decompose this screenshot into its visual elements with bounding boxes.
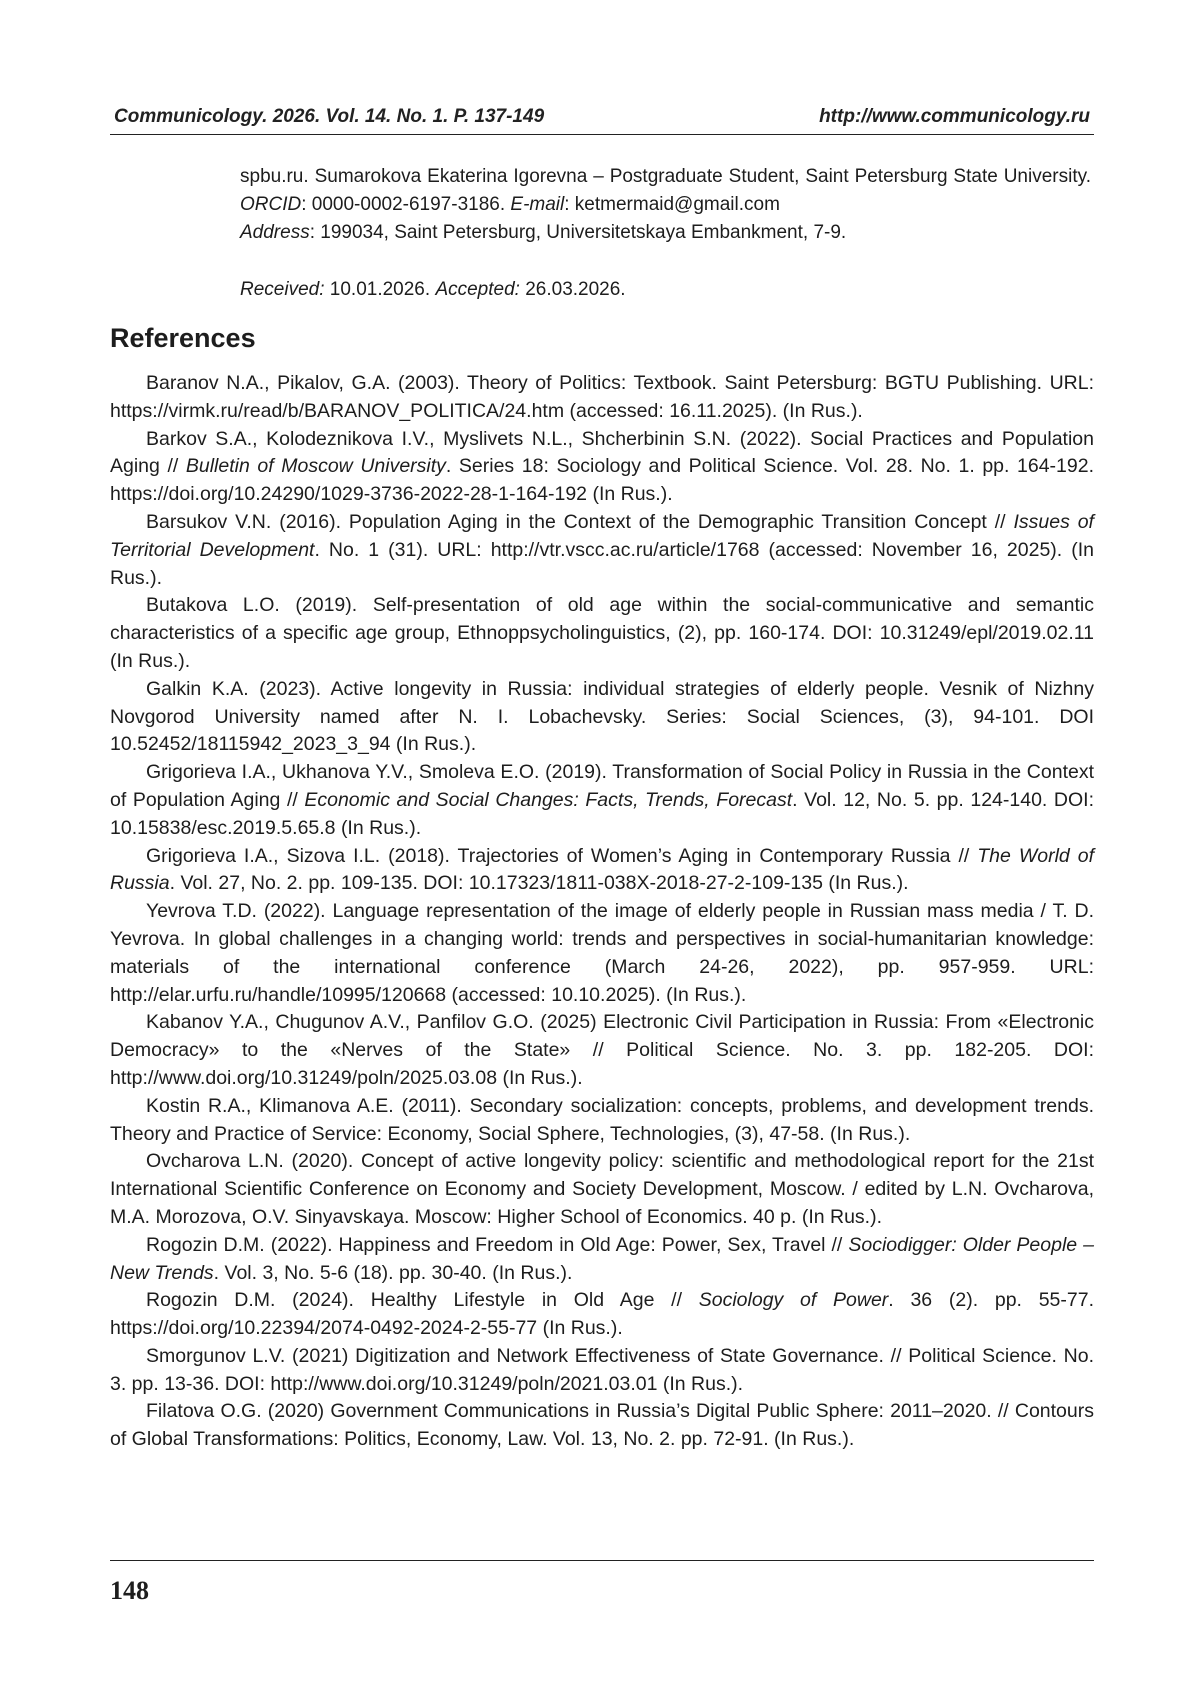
reference-item: Smorgunov L.V. (2021) Digitization and Network Effectiveness of State Governance. // Political Science. No. 3. pp. 13-36. DOI: http://www.doi.org/10.31249/poln/2021.03.01 (In Rus.). — [110, 1344, 1094, 1395]
email-value: : ketmermaid@gmail.com — [564, 194, 780, 215]
reference-item: Rogozin D.M. (2022). Happiness and Freedom in Old Age: Power, Sex, Travel // Sociodigger: Older People – New Trends. Vol. 3, No. 5-6 (18). pp. 30-40. (In Rus.). — [110, 1233, 1094, 1284]
reference-item: Grigorieva I.A., Sizova I.L. (2018). Trajectories of Women’s Aging in Contemporary Russia // The World of Russia. Vol. 27, No. 2. pp. 109-135. DOI: 10.17323/1811-038X-2018-27-2-109-135 (In Rus.). — [110, 844, 1094, 895]
references-heading: References — [110, 323, 256, 353]
reference-item: Baranov N.A., Pikalov, G.A. (2003). Theory of Politics: Textbook. Saint Petersburg: BGTU Publishing. URL: https://virmk.ru/read/b/BARANOV_POLITICA/24.htm (accessed: 16.11.2025). (In Rus.). — [110, 372, 1094, 422]
accepted-date: 26.03.2026. — [525, 279, 626, 300]
reference-item: Ovcharova L.N. (2020). Concept of active longevity policy: scientific and methodological report for the 21st International Scientific Conference on Economy and Society Development, Moscow. / edited by L.N. Ovcharova, M.A. Morozova, O.V. Sinyavskaya. Moscow: Higher School of Economics. 40 p. (In Rus.). — [110, 1150, 1094, 1228]
reference-item: Grigorieva I.A., Ukhanova Y.V., Smoleva E.O. (2019). Transformation of Social Policy in Russia in the Context of Population Aging // Economic and Social Changes: Facts, Trends, Forecast. Vol. 12, No. 5. pp. 124-140. DOI: 10.15838/esc.2019.5.65.8 (In Rus.). — [110, 761, 1095, 839]
reference-item: Barkov S.A., Kolodeznikova I.V., Myslivets N.L., Shcherbinin S.N. (2022). Social Practices and Population Aging // Bulletin of Moscow University. Series 18: Sociology and Political Science. Vol. 28. No. 1. pp. 164-192. https://doi.org/10.24290/1029-3736-2022-28-1-164-192 (In Rus.). — [110, 427, 1094, 506]
reference-item: Galkin K.A. (2023). Active longevity in Russia: individual strategies of elderly people. Vesnik of Nizhny Novgorod University named after N. I. Lobachevsky. Series: Social Sciences, (3), 94-101. DOI 10.52452/18115942_2023_3_94 (In Rus.). — [110, 677, 1094, 756]
reference-item: Butakova L.O. (2019). Self-presentation of old age within the social-communicative and semantic characteristics of a specific age group, Ethnoppsycholinguistics, (2), pp. 160-174. DOI: 10.31249/epl/2019.02.11 (In Rus.). — [110, 594, 1094, 672]
footer-divider — [110, 1560, 1094, 1561]
journal-url: http://www.communicology.ru — [819, 106, 1090, 127]
running-header — [110, 104, 1094, 135]
reference-item: Kostin R.A., Klimanova A.E. (2011). Secondary socialization: concepts, problems, and development trends. Theory and Practice of Service: Economy, Social Sphere, Technologies, (3), 47-58. (In Rus.). — [110, 1094, 1094, 1145]
reference-item: Kabanov Y.A., Chugunov A.V., Panfilov G.O. (2025) Electronic Civil Participation in Russia: From «Electronic Democracy» to the «Nerves of the State» // Political Science. No. 3. pp. 182-205. DOI: http://www.doi.org/10.31249/poln/2025.03.08 (In Rus.). — [110, 1011, 1094, 1089]
journal-citation: Communicology. 2026. Vol. 14. No. 1. P. 137-149 — [114, 106, 545, 127]
reference-item: Yevrova T.D. (2022). Language representation of the image of elderly people in Russian mass media / T. D. Yevrova. In global challenges in a changing world: trends and perspectives in social-humanitarian knowledge: materials of the international conference (March 24-26, 2022), pp. 957-959. URL: http://elar.urfu.ru/handle/10995/120668 (accessed: 10.10.2025). (In Rus.). — [110, 900, 1094, 1006]
reference-item: Barsukov V.N. (2016). Population Aging in the Context of the Demographic Transition Concept // Issues of Territorial Development. No. 1 (31). URL: http://vtr.vscc.ac.ru/article/1768 (accessed: November 16, 2025). (In Rus.). — [110, 510, 1094, 589]
author-info-lead: spbu.ru. Sumarokova Ekaterina Igorevna – Postgraduate Student, Saint Petersburg State University. — [240, 166, 1091, 187]
reference-item: Rogozin D.M. (2024). Healthy Lifestyle in Old Age // Sociology of Power. 36 (2). pp. 55-77. https://doi.org/10.22394/2074-0492-2024-2-55-77 (In Rus.). — [110, 1289, 1094, 1340]
email-label: E-mail — [510, 194, 565, 215]
received-date: 10.01.2026. — [329, 279, 431, 300]
author-info — [240, 163, 1091, 247]
accepted-label: Accepted: — [435, 279, 520, 300]
orcid-value: : 0000-0002-6197-3186. — [301, 194, 506, 215]
address-label: Address — [240, 222, 310, 243]
orcid-label: ORCID — [240, 194, 302, 215]
page-number: 148 — [110, 1576, 149, 1605]
received-label: Received: — [240, 279, 325, 300]
address-value: : 199034, Saint Petersburg, Universitetskaya Embankment, 7-9. — [309, 222, 847, 243]
submission-dates — [240, 276, 626, 304]
references-list — [110, 370, 1094, 1454]
reference-item: Filatova O.G. (2020) Government Communications in Russia’s Digital Public Sphere: 2011–2020. // Contours of Global Transformations: Politics, Economy, Law. Vol. 13, No. 2. pp. 72-91. (In Rus.). — [110, 1400, 1094, 1451]
